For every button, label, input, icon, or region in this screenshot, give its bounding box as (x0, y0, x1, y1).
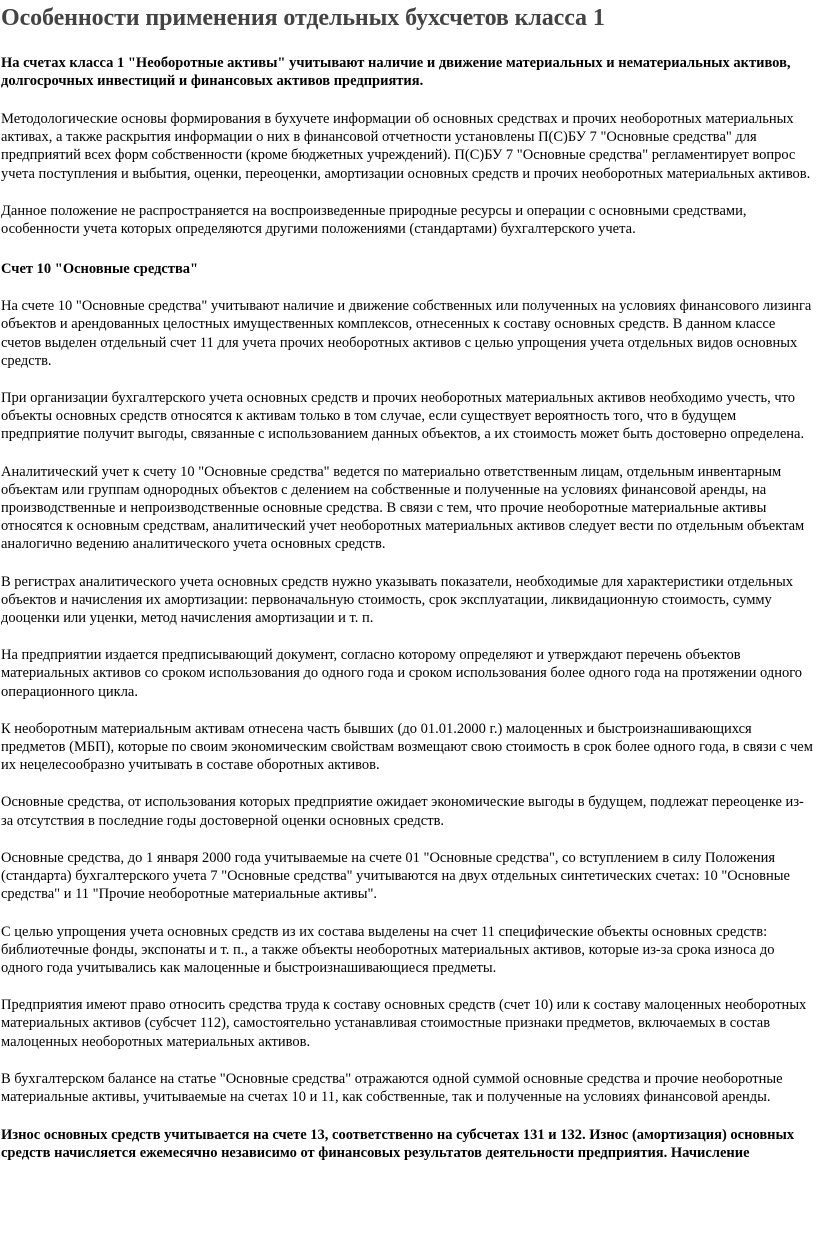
bold-paragraph-tail: Износ основных средств учитывается на счете 13, соответственно на субсчетах 131 и 132. Износ (амортизация) основных средств начисляется ежемесячно независимо от финансовых результатов деятельности предприятия. Начисление (1, 1127, 795, 1162)
paragraph: На счете 10 "Основные средства" учитывают наличие и движение собственных или полученных на условиях финансового лизинга объектов и арендованных целостных имущественных комплексов, отнесенных к составу основных средств. В данном классе счетов выделен отдельный счет 11 для учета прочих необоротных активов с целью упрощения учета отдельных видов основных средств. (1, 298, 812, 369)
paragraph: Основные средства, до 1 января 2000 года учитываемые на счете 01 "Основные средства", со вступлением в силу Положения (стандарта) бухгалтерского учета 7 "Основные средства" учитываются на двух отдельных синтетических счетах: 10 "Основные средства" и 11 "Прочие необоротные материальные активы". (1, 849, 790, 903)
section-heading: Счет 10 "Основные средства" (1, 261, 199, 278)
paragraph: На предприятии издается предписывающий документ, согласно которому определяют и утверждают перечень объектов материальных активов со сроком использования до одного года и сроком использования более одного года на протяжении одного операционного цикла. (1, 647, 803, 700)
paragraph-intro-1: Методологические основы формирования в бухучете информации об основных средствах и прочих необоротных материальных активах, а также раскрытия информации о них в финансовой отчетности установлены П(С)БУ 7 "Основные средства" для предприятий всех форм собственности (кроме бюджетных учреждений). П(С)БУ 7 "Основные средства" регламентирует вопрос учета поступления и выбытия, оценки, переоценки, амортизации основных средств и прочих необоротных материальных активов. (1, 111, 811, 182)
paragraph: С целью упрощения учета основных средств из их состава выделены на счет 11 специфические объекты основных средств: библиотечные фонды, экспонаты и т. п., а также объекты необоротных материальных активов, которые из-за срока износа до одного года учитывались как малоценные и быстроизнашивающиеся предметы. (1, 923, 775, 976)
lead-paragraph: На счетах класса 1 "Необоротные активы" учитывают наличие и движение материальных и нематериальных активов, долгосрочных инвестиций и финансовых активов предприятия. (1, 55, 791, 89)
paragraph: В регистрах аналитического учета основных средств нужно указывать показатели, необходимые для характеристики отдельных объектов и начисления их амортизации: первоначальную стоимость, срок эксплуатации, ликвидационную стоимость, сумму дооценки или уценки, метод начисления амортизации и т. п. (1, 573, 794, 627)
paragraph: Аналитический учет к счету 10 "Основные средства" ведется по материально ответственным лицам, отдельным инвентарным объектам или группам однородных объектов с делением на собственные и полученные на условиях финансовой аренды, на производственные и непроизводственные основные средства. В связи с тем, что прочие необоротные материальные активы относятся к основным средствам, аналитический учет необоротных материальных активов следует вести по отдельным объектам аналогично ведению аналитического учета основных средств. (1, 463, 805, 553)
paragraph: При организации бухгалтерского учета основных средств и прочих необоротных материальных активов необходимо учесть, что объекты основных средств относятся к активам только в том случае, если существует вероятность того, что в будущем предприятие получит выгоды, связанные с использованием данных объектов, а их стоимость может быть достоверно определена. (1, 390, 805, 443)
paragraph-intro-2: Данное положение не распространяется на воспроизведенные природные ресурсы и операции с основными средствами, особенности учета которых определяются другими положениями (стандартами) бухгалтерского учета. (1, 202, 747, 238)
paragraph: К необоротным материальным активам отнесена часть бывших (до 01.01.2000 г.) малоценных и быстроизнашивающихся предметов (МБП), которые по своим экономическим свойствам возмещают свою стоимость в срок более одного года, в связи с чем их нецелесообразно учитывать в составе оборотных активов. (1, 720, 813, 774)
paragraph: В бухгалтерском балансе на статье "Основные средства" отражаются одной суммой основные средства и прочие необоротные материальные активы, учитываемые на счетах 10 и 11, как собственные, так и полученные на условиях финансовой аренды. (1, 1070, 783, 1105)
paragraph: Основные средства, от использования которых предприятие ожидает экономические выгоды в будущем, подлежат переоценке из-за отсутствия в последние годы достоверной оценки основных средств. (1, 794, 804, 829)
paragraph: Предприятия имеют право относить средства труда к составу основных средств (счет 10) или к составу малоценных необоротных материальных активов (субсчет 112), самостоятельно устанавливая стоимостные признаки предметов, включаемых в состав малоценных необоротных материальных активов. (1, 997, 807, 1050)
page-title: Особенности применения отдельных бухсчетов класса 1 (1, 5, 605, 31)
